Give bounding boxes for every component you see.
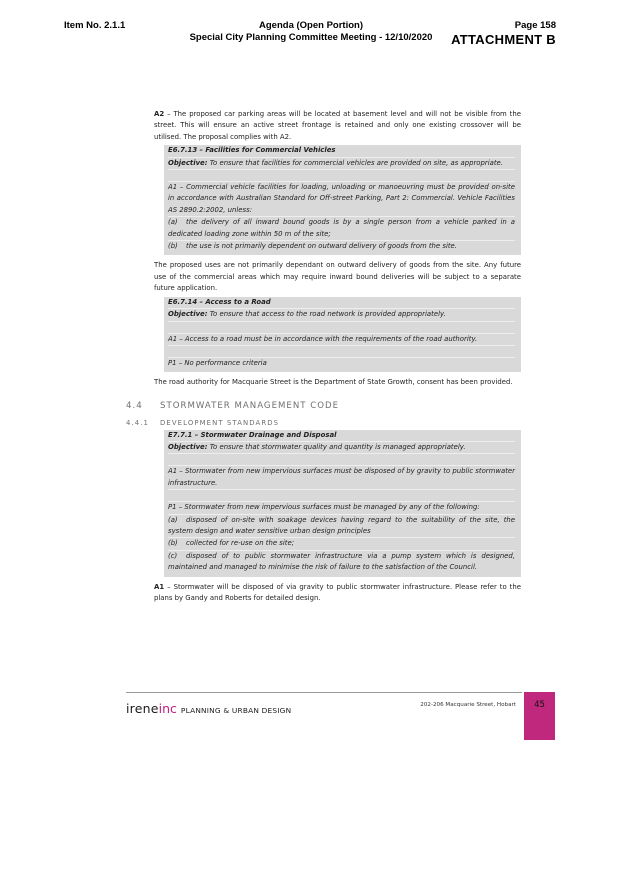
meeting-line: Special City Planning Committee Meeting - 12/10/2020 xyxy=(189,32,433,43)
list-text: collected for re-use on the site; xyxy=(186,539,295,548)
final-paragraph xyxy=(154,582,521,605)
final-text: – Stormwater will be disposed of via gravity to public stormwater infrastructure. Please refer to the plans by Gandy and Roberts for detailed design. xyxy=(154,582,521,602)
standard-box-e7-7-1 xyxy=(164,430,521,577)
list-text: the use is not primarily dependent on outward delivery of goods from the site. xyxy=(186,242,457,251)
attachment-label: ATTACHMENT B xyxy=(451,32,556,47)
box-title: E6.7.14 – Access to a Road xyxy=(168,297,515,309)
list-text: disposed of to public stormwater infrastructure via a pump system which is designed, maintained and managed to minimise the risk of failure to the satisfaction of the Council. xyxy=(168,551,515,572)
brand-logo xyxy=(126,698,291,717)
performance-criteria-p1: P1 – Stormwater from new impervious surfaces must be managed by any of the following: xyxy=(168,502,515,514)
paragraph-delivery: The proposed uses are not primarily dependant on outward delivery of goods from the site. Any future use of the commercial areas which may require inward bound deliveries will be subject to a separate future application. xyxy=(154,261,521,293)
page-number-tab xyxy=(524,692,555,740)
objective-text: To ensure that stormwater quality and quantity is managed appropriately. xyxy=(207,442,466,451)
list-marker: (a) xyxy=(168,218,178,227)
subsection-title: DEVELOPMENT STANDARDS xyxy=(160,419,280,428)
objective-label: Objective: xyxy=(168,442,208,451)
intro-label: A2 xyxy=(154,110,165,118)
box-spacer xyxy=(168,322,515,334)
footer-divider xyxy=(126,692,522,693)
list-marker: (b) xyxy=(168,539,178,548)
box-title: E7.7.1 – Stormwater Drainage and Disposal xyxy=(168,430,515,442)
section-number: 4.4 xyxy=(126,400,143,411)
box-spacer xyxy=(168,346,515,358)
box-objective xyxy=(168,442,515,454)
list-marker: (b) xyxy=(168,242,178,251)
paragraph-road-authority: The road authority for Macquarie Street is the Department of State Growth, consent has been provided. xyxy=(154,378,513,387)
intro-text: – The proposed car parking areas will be located at basement level and will not be visible from the street. This will ensure an active street frontage is retained and only one existing crossover will be utilised. The proposal complies with A2. xyxy=(154,110,521,141)
acceptable-solution-a1: A1 – Stormwater from new impervious surfaces must be disposed of by gravity to public stormwater infrastructure. xyxy=(168,466,515,490)
list-item xyxy=(168,217,515,241)
list-item xyxy=(168,538,515,550)
final-label: A1 xyxy=(154,582,165,591)
box-spacer xyxy=(168,170,515,182)
brand-name-part2: inc xyxy=(158,701,177,716)
list-marker: (c) xyxy=(168,551,178,560)
item-number: Item No. 2.1.1 xyxy=(64,20,126,31)
list-text: the delivery of all inward bound goods is by a single person from a vehicle parked in a dedicated loading zone within 50 m of the site; xyxy=(168,218,515,238)
intro-paragraph xyxy=(154,109,521,143)
standard-box-e6-7-13 xyxy=(164,145,521,255)
footer-address: 202-206 Macquarie Street, Hobart xyxy=(420,702,516,708)
list-item xyxy=(168,515,515,539)
box-spacer xyxy=(168,454,515,466)
objective-text: To ensure that access to the road network is provided appropriately. xyxy=(207,310,446,319)
agenda-line: Agenda (Open Portion) xyxy=(259,20,363,31)
brand-name-part1: irene xyxy=(126,701,159,716)
box-objective xyxy=(168,309,515,321)
section-heading xyxy=(126,401,521,412)
list-text: disposed of on-site with soakage devices having regard to the suitability of the site, the system design and water sensitive urban design principles xyxy=(168,515,515,535)
list-item xyxy=(168,551,515,574)
subsection-number: 4.4.1 xyxy=(126,419,150,428)
brand-tagline: PLANNING & URBAN DESIGN xyxy=(180,706,292,715)
box-title: E6.7.13 – Facilities for Commercial Vehicles xyxy=(168,145,515,157)
section-title: STORMWATER MANAGEMENT CODE xyxy=(160,400,340,411)
objective-label: Objective: xyxy=(168,158,208,167)
acceptable-solution-a1: A1 – Access to a road must be in accordance with the requirements of the road authority. xyxy=(168,334,515,346)
box-spacer xyxy=(168,490,515,502)
standard-box-e6-7-14 xyxy=(164,297,521,373)
list-item xyxy=(168,241,515,252)
objective-label: Objective: xyxy=(168,310,208,319)
objective-text: To ensure that facilities for commercial vehicles are provided on site, as appropriate. xyxy=(207,158,503,167)
page-label: Page 158 xyxy=(514,20,556,31)
performance-criteria-p1: P1 – No performance criteria xyxy=(168,358,267,367)
page-number: 45 xyxy=(534,700,545,710)
page-header xyxy=(451,20,556,47)
document-body xyxy=(126,109,521,604)
list-marker: (a) xyxy=(168,515,178,524)
acceptable-solution-a1: A1 – Commercial vehicle facilities for loading, unloading or manoeuvring must be provided on-site in accordance with Australian Standard for Off-street Parking, Part 2: Commercial. Vehicle Facilities AS 2890.2:2002, unless: xyxy=(168,182,515,217)
subsection-heading xyxy=(126,418,521,429)
box-objective xyxy=(168,158,515,170)
